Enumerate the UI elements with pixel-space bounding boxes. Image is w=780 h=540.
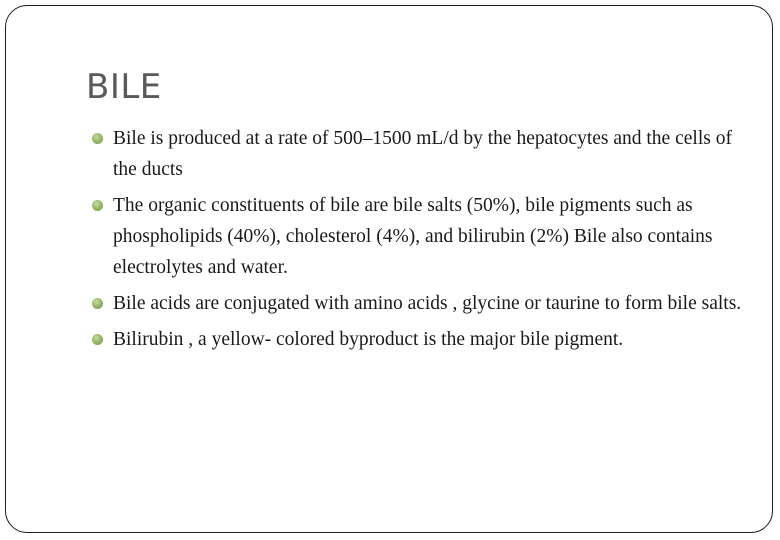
- bullet-icon: [92, 133, 103, 144]
- bullet-text: Bilirubin , a yellow- colored byproduct is the major bile pigment.: [113, 329, 624, 350]
- bullet-text: Bile acids are conjugated with amino acids , glycine or taurine to form bile salts.: [113, 293, 742, 314]
- list-item: [91, 324, 751, 355]
- slide-frame: [5, 5, 773, 533]
- bullet-icon: [92, 200, 103, 211]
- list-item: [91, 288, 751, 319]
- bullet-icon: [92, 334, 103, 345]
- bullet-text: The organic constituents of bile are bile salts (50%), bile pigments such as phospholipids (40%), cholesterol (4%), and bilirubin (2%) Bile also contains electrolytes and water.: [113, 195, 713, 278]
- list-item: [91, 123, 751, 185]
- bullet-icon: [92, 298, 103, 309]
- slide-title: BILE: [86, 67, 162, 107]
- bullet-list: [91, 123, 751, 360]
- bullet-text: Bile is produced at a rate of 500–1500 mL/d by the hepatocytes and the cells of the ducts: [113, 128, 732, 180]
- list-item: [91, 190, 751, 283]
